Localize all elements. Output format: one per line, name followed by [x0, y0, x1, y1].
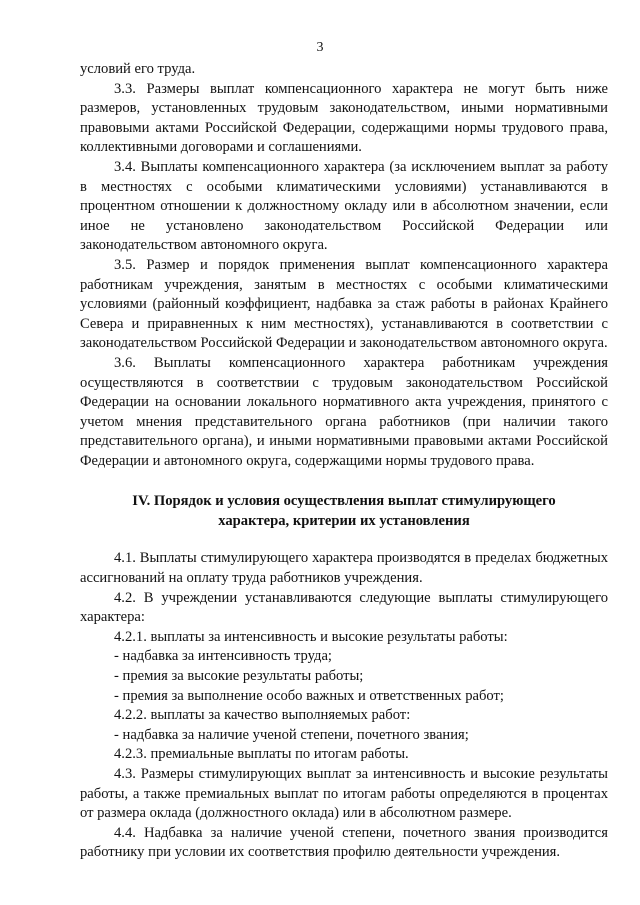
- section-title: [80, 491, 608, 531]
- paragraph-4-2-2: 4.2.2. выплаты за качество выполняемых работ:: [114, 707, 411, 724]
- section-title-line-1: IV. Порядок и условия осуществления выплат стимулирующего: [132, 493, 556, 510]
- paragraph-3-4: 3.4. Выплаты компенсационного характера (за исключением выплат за работу в местностях с особыми климатическими условиями) устанавливаются в процентном отношении к должностному окладу или в абсолютном значении, если иное не установлено законодательством Российской Федерации или законодательством автономного округа.: [80, 158, 608, 254]
- paragraph-continuation: условий его труда.: [80, 61, 196, 77]
- paragraph-3-3: 3.3. Размеры выплат компенсационного характера не могут быть ниже размеров, установленных трудовым законодательством, иными нормативными правовыми актами Российской Федерации, содержащими нормы трудового права, коллективными договорами и соглашениями.: [80, 80, 608, 156]
- list-item: - премия за выполнение особо важных и ответственных работ;: [114, 687, 504, 704]
- page-number: 3: [316, 40, 324, 55]
- paragraph-4-2: 4.2. В учреждении устанавливаются следующие выплаты стимулирующего характера:: [80, 589, 608, 626]
- paragraph-4-3: 4.3. Размеры стимулирующих выплат за интенсивность и высокие результаты работы, а также премиальных выплат по итогам работы определяются в процентах от размера оклада (должностного оклада) или в абсолютном размере.: [80, 766, 608, 822]
- list-item: - надбавка за наличие ученой степени, почетного звания;: [114, 726, 469, 743]
- paragraph-3-5: 3.5. Размер и порядок применения выплат компенсационного характера работникам учреждения, занятым в местностях с особыми климатическими условиями (районный коэффициент, надбавка за стаж работы в районах Крайнего Севера и приравненных к ним местностях), устанавливаются в соответствии с законодательством Российской Федерации и законодательством автономного округа.: [80, 256, 608, 352]
- document-body: [80, 60, 608, 863]
- section-title-line-2: характера, критерии их установления: [218, 513, 470, 530]
- paragraph-3-6: 3.6. Выплаты компенсационного характера работникам учреждения осуществляются в соответствии с трудовым законодательством Российской Федерации на основании локального нормативного акта учреждения, принятого с учетом мнения представительного органа работников (при наличии такого представительного органа), и иными нормативными правовыми актами Российской Федерации и автономного округа, содержащими нормы трудового права.: [80, 354, 608, 469]
- list-item: - премия за высокие результаты работы;: [114, 668, 364, 685]
- paragraph-4-4: 4.4. Надбавка за наличие ученой степени, почетного звания производится работнику при условии их соответствия профилю деятельности учреждения.: [80, 824, 608, 861]
- paragraph-4-1: 4.1. Выплаты стимулирующего характера производятся в пределах бюджетных ассигнований на оплату труда работников учреждения.: [80, 550, 608, 587]
- list-item: - надбавка за интенсивность труда;: [114, 648, 332, 665]
- paragraph-4-2-3: 4.2.3. премиальные выплаты по итогам работы.: [114, 746, 409, 763]
- paragraph-4-2-1: 4.2.1. выплаты за интенсивность и высокие результаты работы:: [114, 628, 508, 645]
